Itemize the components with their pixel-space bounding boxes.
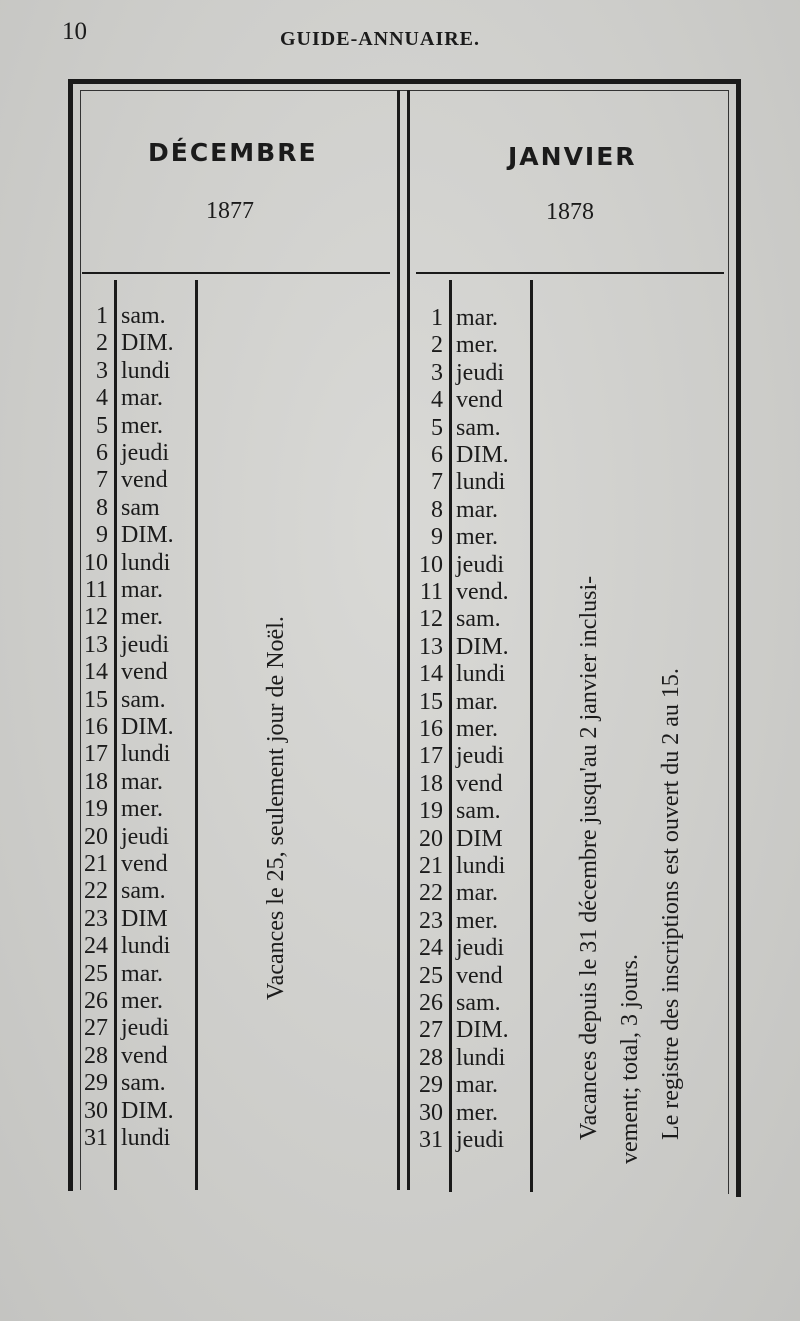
day-number: 15 [419, 688, 443, 715]
day-number: 31 [84, 1125, 108, 1151]
day-name: mar. [456, 496, 498, 523]
day-name: vend [121, 851, 168, 877]
day-number: 18 [84, 768, 108, 795]
day-name: DIM. [121, 522, 174, 549]
day-name: sam. [456, 606, 501, 633]
day-name: lundi [121, 1125, 171, 1151]
day-name: DIM. [121, 330, 174, 357]
day-number: 8 [431, 496, 443, 523]
day-number: 20 [84, 823, 108, 850]
day-name: mer. [456, 524, 498, 551]
day-name: jeudi [456, 551, 504, 578]
day-name: DIM [456, 825, 503, 852]
day-number: 19 [419, 798, 443, 825]
day-number: 2 [431, 332, 443, 359]
day-name: mer. [456, 332, 498, 359]
day-number: 31 [419, 1127, 443, 1153]
day-name: lundi [121, 549, 171, 576]
day-name: lundi [121, 741, 171, 768]
note-january-holidays-line2: vement; total, 3 jours. [617, 954, 643, 1164]
day-number: 9 [431, 524, 443, 551]
day-number: 23 [419, 907, 443, 934]
day-name: vend. [456, 579, 509, 605]
day-name: jeudi [121, 440, 169, 466]
day-number: 1 [96, 303, 108, 329]
day-number: 7 [96, 467, 108, 494]
day-name: mar. [121, 960, 163, 987]
inner-border-top [80, 90, 728, 91]
day-name: mar. [121, 768, 163, 795]
day-number: 11 [419, 579, 443, 605]
day-name: sam. [121, 686, 166, 713]
day-name: vend [456, 387, 503, 414]
page-number: 10 [62, 18, 87, 45]
day-name: mer. [121, 604, 163, 631]
center-divider [397, 90, 400, 1190]
day-number: 17 [84, 741, 108, 768]
day-number: 8 [96, 494, 108, 521]
day-number: 1 [431, 305, 443, 331]
day-number: 27 [419, 1017, 443, 1044]
day-number: 22 [419, 880, 443, 907]
day-number: 29 [84, 1070, 108, 1097]
day-name: mer. [456, 1099, 498, 1126]
day-number: 3 [96, 357, 108, 384]
day-name: mer. [121, 412, 163, 439]
day-name: DIM. [456, 442, 509, 468]
month-year-december: 1877 [206, 198, 254, 224]
day-number: 26 [419, 990, 443, 1016]
day-name: sam. [121, 1070, 166, 1097]
day-name: vend [456, 770, 503, 797]
day-number: 5 [431, 414, 443, 441]
day-name: DIM. [456, 1017, 509, 1044]
day-name: lundi [456, 661, 506, 688]
frame-border-right [736, 79, 741, 1197]
day-name: vend [121, 659, 168, 686]
day-name: lundi [456, 469, 506, 496]
day-name: mer. [456, 907, 498, 934]
day-number: 13 [419, 633, 443, 660]
day-name: mar. [456, 305, 498, 331]
day-name: mar. [456, 688, 498, 715]
day-number: 15 [84, 686, 108, 713]
day-number: 20 [419, 825, 443, 852]
running-title: GUIDE-ANNUAIRE. [280, 28, 481, 50]
note-december-holidays: Vacances le 25, seulement jour de Noël. [263, 616, 289, 1000]
day-name: vend [121, 467, 168, 494]
day-number: 23 [84, 905, 108, 932]
header-separator-right [416, 272, 724, 274]
month-year-january: 1878 [546, 199, 594, 225]
day-number: 28 [84, 1042, 108, 1069]
day-name: mer. [456, 716, 498, 742]
day-number: 26 [84, 988, 108, 1014]
day-name: lundi [121, 357, 171, 384]
day-name: jeudi [456, 1127, 504, 1153]
day-name: DIM. [456, 633, 509, 660]
day-name: sam [121, 494, 160, 521]
day-number: 6 [431, 442, 443, 468]
day-name-divider-december [195, 280, 198, 1190]
day-name: lundi [121, 933, 171, 960]
day-name: sam. [121, 878, 166, 905]
day-name: mar. [456, 1072, 498, 1099]
day-number-divider-december [114, 280, 117, 1190]
day-name: jeudi [121, 1015, 169, 1042]
day-name: lundi [456, 1044, 506, 1071]
day-number: 12 [84, 604, 108, 631]
day-name: lundi [456, 853, 506, 879]
day-name: jeudi [456, 359, 504, 386]
day-number: 27 [84, 1015, 108, 1042]
frame-border-top [68, 79, 740, 84]
day-number: 25 [84, 960, 108, 987]
day-name: jeudi [456, 935, 504, 962]
day-number: 3 [431, 359, 443, 386]
day-name: DIM [121, 905, 168, 932]
day-number: 17 [419, 743, 443, 770]
day-number: 4 [431, 387, 443, 414]
day-name: mer. [121, 796, 163, 823]
day-number: 5 [96, 412, 108, 439]
day-number: 30 [84, 1097, 108, 1124]
day-number-divider-january [449, 280, 452, 1192]
day-number: 12 [419, 606, 443, 633]
day-number: 10 [84, 549, 108, 576]
day-number: 28 [419, 1044, 443, 1071]
day-number: 18 [419, 770, 443, 797]
day-number: 22 [84, 878, 108, 905]
day-number: 24 [84, 933, 108, 960]
day-name: mar. [456, 880, 498, 907]
note-january-registry: Le registre des inscriptions est ouvert du 2 au 15. [658, 668, 684, 1140]
day-name-divider-january [530, 280, 533, 1192]
day-number: 19 [84, 796, 108, 823]
month-title-december: DÉCEMBRE [148, 138, 318, 167]
inner-border-right [728, 90, 729, 1194]
header-separator-left [82, 272, 390, 274]
day-name: sam. [456, 990, 501, 1016]
day-name: mar. [121, 577, 163, 603]
day-number: 16 [84, 714, 108, 740]
day-number: 10 [419, 551, 443, 578]
day-number: 4 [96, 385, 108, 412]
day-name: jeudi [456, 743, 504, 770]
day-number: 14 [84, 659, 108, 686]
day-name: sam. [456, 414, 501, 441]
day-name: vend [121, 1042, 168, 1069]
day-name: vend [456, 962, 503, 989]
day-number: 24 [419, 935, 443, 962]
month-title-january: JANVIER [508, 142, 637, 171]
day-number: 14 [419, 661, 443, 688]
day-number: 2 [96, 330, 108, 357]
day-number: 30 [419, 1099, 443, 1126]
day-number: 9 [96, 522, 108, 549]
day-number: 13 [84, 631, 108, 658]
day-name: jeudi [121, 631, 169, 658]
day-name: DIM. [121, 1097, 174, 1124]
day-number: 6 [96, 440, 108, 466]
day-number: 21 [419, 853, 443, 879]
day-name: sam. [121, 303, 166, 329]
day-number: 29 [419, 1072, 443, 1099]
day-number: 11 [84, 577, 108, 603]
day-name: jeudi [121, 823, 169, 850]
day-number: 21 [84, 851, 108, 877]
day-name: DIM. [121, 714, 174, 740]
day-name: sam. [456, 798, 501, 825]
day-number: 25 [419, 962, 443, 989]
day-number: 7 [431, 469, 443, 496]
day-number: 16 [419, 716, 443, 742]
day-name: mar. [121, 385, 163, 412]
note-january-holidays-line1: Vacances depuis le 31 décembre jusqu'au 2 janvier inclusi- [576, 575, 602, 1140]
day-name: mer. [121, 988, 163, 1014]
